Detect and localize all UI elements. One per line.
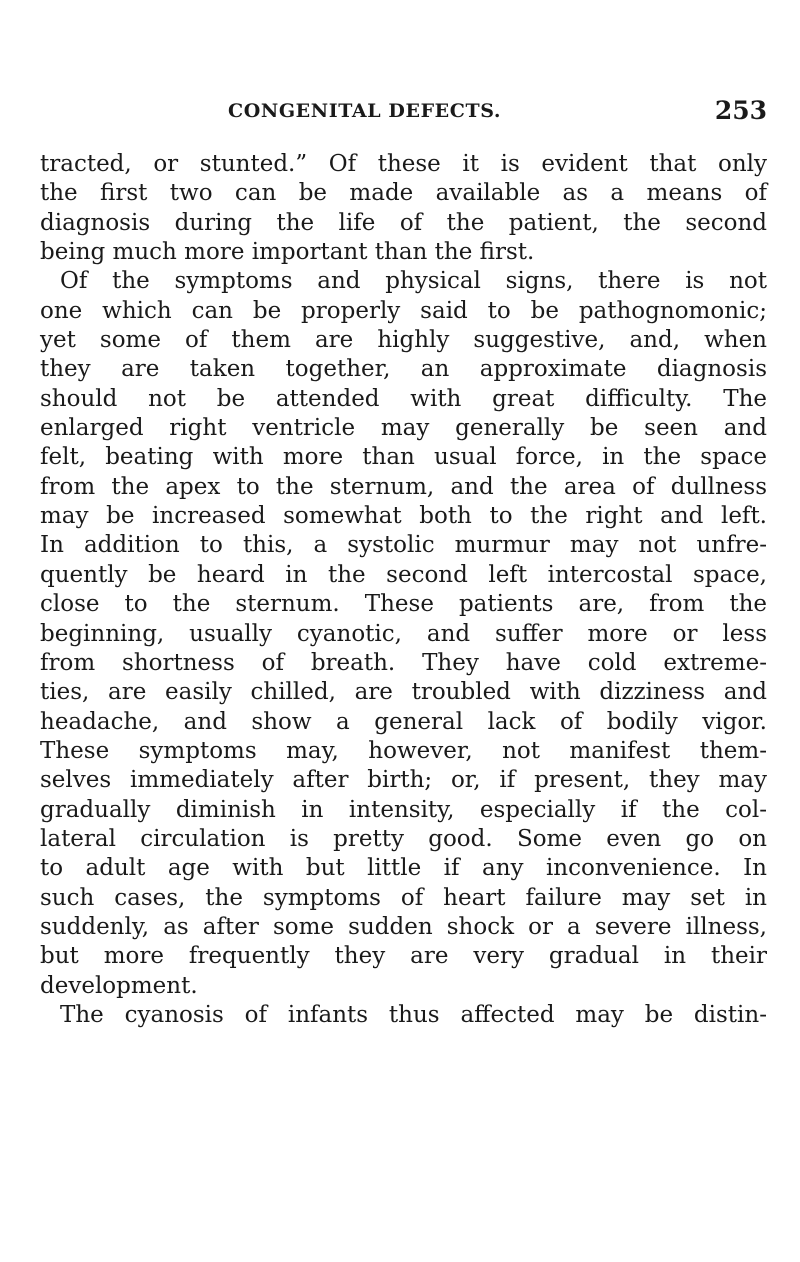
text-line: diagnosis during the life of the patient, the second bbox=[40, 209, 767, 236]
text-line: development. bbox=[40, 972, 198, 999]
text-line: from shortness of breath. They have cold extreme- bbox=[40, 649, 767, 676]
text-line: suddenly, as after some sudden shock or a severe illness, bbox=[40, 913, 767, 940]
text-line: enlarged right ventricle may generally be seen and bbox=[40, 415, 767, 442]
text-line: felt, beating with more than usual force, in the space bbox=[40, 444, 767, 471]
text-line: beginning, usually cyanotic, and suffer more or less bbox=[40, 620, 767, 647]
text-line: selves immediately after birth; or, if present, they may bbox=[40, 767, 767, 794]
text-line: close to the sternum. These patients are, from the bbox=[40, 591, 767, 618]
text-line: from the apex to the sternum, and the area of dullness bbox=[40, 473, 767, 500]
text-line: tracted, or stunted.” Of these it is evident that only bbox=[40, 151, 767, 177]
text-line: Of the symptoms and physical signs, there is not bbox=[60, 268, 767, 295]
page-number: 253 bbox=[714, 96, 767, 125]
text-line: should not be attended with great difficulty. The bbox=[40, 385, 767, 412]
text-line: such cases, the symptoms of heart failure may set in bbox=[40, 884, 767, 911]
text-line: may be increased somewhat both to the right and left. bbox=[40, 503, 767, 530]
page-header bbox=[40, 96, 767, 132]
text-line: the first two can be made available as a means of bbox=[40, 180, 767, 207]
text-line: but more frequently they are very gradual in their bbox=[40, 943, 767, 970]
running-head: CONGENITAL DEFECTS. bbox=[228, 100, 502, 122]
text-line: being much more important than the first. bbox=[40, 239, 535, 266]
text-line: they are taken together, an approximate diagnosis bbox=[40, 356, 767, 383]
text-line: quently be heard in the second left intercostal space, bbox=[40, 561, 767, 588]
text-line: ties, are easily chilled, are troubled with dizziness and bbox=[40, 679, 767, 706]
text-line: yet some of them are highly suggestive, and, when bbox=[40, 327, 767, 354]
text-line: headache, and show a general lack of bodily vigor. bbox=[40, 708, 767, 735]
text-line: gradually diminish in intensity, especially if the col- bbox=[40, 796, 767, 823]
body-text bbox=[40, 150, 767, 1030]
text-line: In addition to this, a systolic murmur may not unfre- bbox=[40, 532, 767, 559]
text-line: The cyanosis of infants thus affected may be distin- bbox=[60, 1001, 767, 1028]
text-line: to adult age with but little if any inconvenience. In bbox=[40, 855, 767, 882]
text-line: one which can be properly said to be pathognomonic; bbox=[40, 297, 767, 324]
text-line: lateral circulation is pretty good. Some even go on bbox=[40, 825, 767, 852]
text-line: These symptoms may, however, not manifest them- bbox=[40, 737, 767, 764]
